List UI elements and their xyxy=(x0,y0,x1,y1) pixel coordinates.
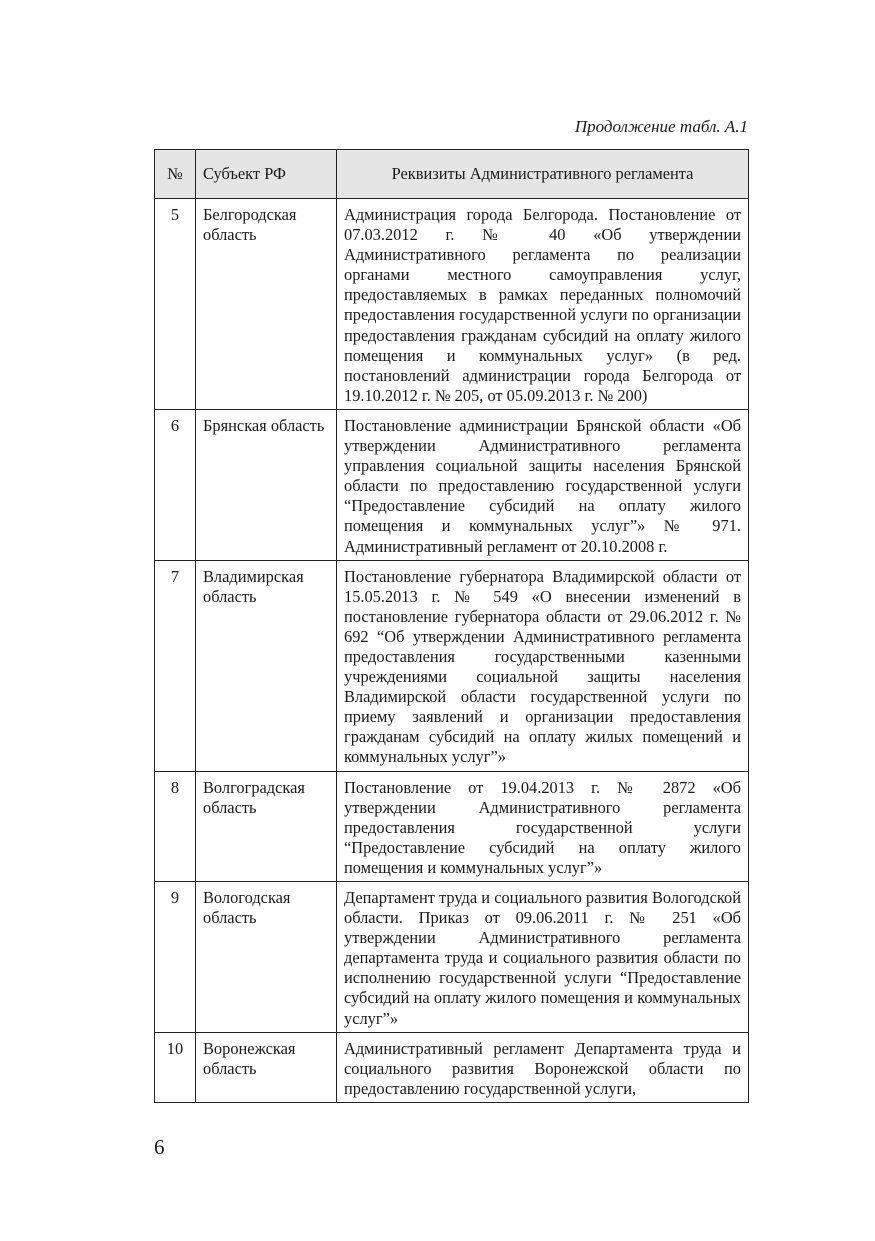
row-subject: Белгородская область xyxy=(196,199,337,410)
header-requisites: Реквизиты Административного регламента xyxy=(337,150,749,199)
table-continuation-caption: Продолжение табл. А.1 xyxy=(574,117,748,136)
row-number: 7 xyxy=(155,560,196,771)
table-row xyxy=(155,560,749,771)
header-number: № xyxy=(155,150,196,199)
table-row xyxy=(155,409,749,560)
row-requisites: Постановление губернатора Владимирской области от 15.05.2013 г. № 549 «О внесении изменений в постановление губернатора области от 29.06.2012 г. № 692 “Об утверждении Административного регламента предоставления государственными казенными учреждениями социальной защиты населения Владимирской области государственной услуги по приему заявлений и организации предоставления гражданам субсидий на оплату жилых помещений и коммунальных услуг”» xyxy=(337,560,749,771)
row-number: 6 xyxy=(155,409,196,560)
table-header-row xyxy=(155,150,749,199)
row-requisites: Администрация города Белгорода. Постановление от 07.03.2012 г. № 40 «Об утверждении Административного регламента по реализации органами местного самоуправления услуг, предоставляемых в рамках переданных полномочий предоставления государственной услуги по организации предоставления гражданам субсидий на оплату жилого помещения и коммунальных услуг» (в ред. постановлений администрации города Белгорода от 19.10.2012 г. № 205, от 05.09.2013 г. № 200) xyxy=(337,199,749,410)
row-subject: Воронежская область xyxy=(196,1032,337,1102)
table-row xyxy=(155,199,749,410)
row-requisites: Департамент труда и социального развития Вологодской области. Приказ от 09.06.2011 г. № 251 «Об утверждении Административного регламента департамента труда и социального развития области по исполнению государственной услуги “Предоставление субсидий на оплату жилого помещения и коммунальных услуг”» xyxy=(337,882,749,1033)
row-requisites: Постановление администрации Брянской области «Об утверждении Административного регламента управления социальной защиты населения Брянской области по предоставлению государственной услуги “Предоставление субсидий на оплату жилого помещения и коммунальных услуг”» № 971. Административный регламент от 20.10.2008 г. xyxy=(337,409,749,560)
row-subject: Волгоградская область xyxy=(196,771,337,881)
row-requisites: Административный регламент Департамента труда и социального развития Воронежской области по предоставлению государственной услуги, xyxy=(337,1032,749,1102)
table-row xyxy=(155,771,749,881)
row-subject: Владимирская область xyxy=(196,560,337,771)
header-subject: Субъект РФ xyxy=(196,150,337,199)
page-number: 6 xyxy=(154,1135,165,1159)
row-number: 9 xyxy=(155,882,196,1033)
row-number: 10 xyxy=(155,1032,196,1102)
regulations-table xyxy=(154,149,749,1103)
table-row xyxy=(155,882,749,1033)
row-subject: Вологодская область xyxy=(196,882,337,1033)
row-requisites: Постановление от 19.04.2013 г. № 2872 «Об утверждении Административного регламента предоставления государственной услуги “Предоставление субсидий на оплату жилого помещения и коммунальных услуг”» xyxy=(337,771,749,881)
row-number: 8 xyxy=(155,771,196,881)
row-number: 5 xyxy=(155,199,196,410)
row-subject: Брянская область xyxy=(196,409,337,560)
table-row xyxy=(155,1032,749,1102)
